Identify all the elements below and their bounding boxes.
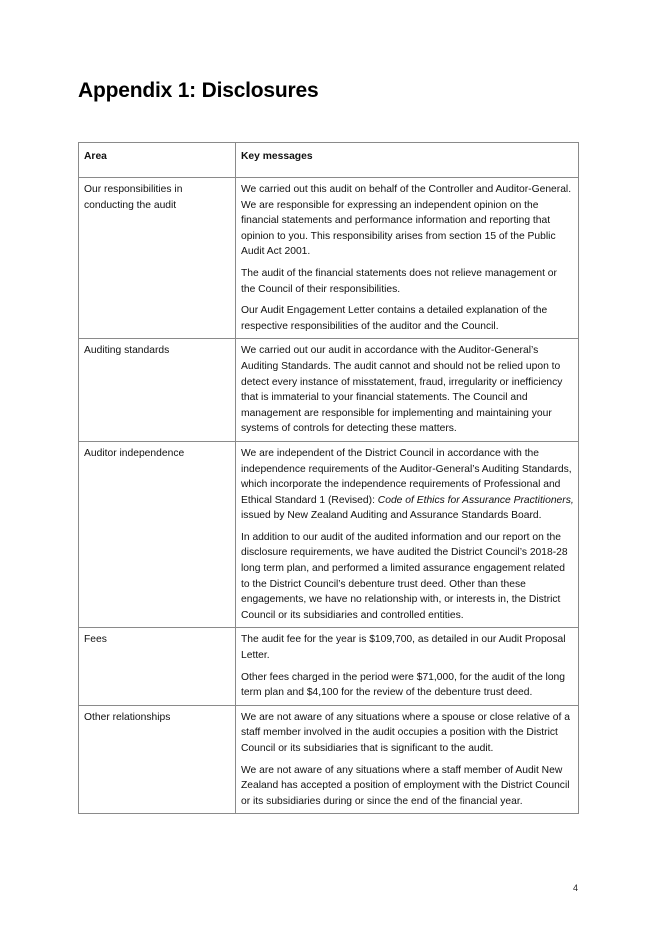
message-paragraph: Our Audit Engagement Letter contains a detailed explanation of the respective responsibilities of the auditor and the Council. <box>241 305 548 332</box>
row-area-fees: Fees <box>79 628 236 705</box>
table-row <box>79 441 579 628</box>
message-paragraph: We carried out our audit in accordance with the Auditor-General’s Auditing Standards. The audit cannot and should not be relied upon to detect every instance of misstatement, fraud, irregularity or inefficiency that is immaterial to your financial statements. The Council and management are responsible for implementing and maintaining your systems of controls for detecting these matters. <box>241 345 563 435</box>
table-row <box>79 339 579 442</box>
message-text: issued by New Zealand Auditing and Assurance Standards Board. <box>241 510 542 522</box>
row-messages-fees <box>236 628 579 705</box>
column-header-key-messages: Key messages <box>236 143 579 178</box>
table-header-row <box>79 143 579 178</box>
row-area-auditing-standards: Auditing standards <box>79 339 236 442</box>
code-of-ethics-title: Code of Ethics for Assurance Practitioners, <box>377 494 574 506</box>
row-area-other-relationships: Other relationships <box>79 705 236 814</box>
message-paragraph: We are not aware of any situations where a staff member of Audit New Zealand has accepted a position of employment with the District Council or its subsidiaries during or since the end of the financial year. <box>241 764 570 807</box>
message-paragraph: In addition to our audit of the audited information and our report on the disclosure requirements, we have audited the District Council’s 2018-28 long term plan, and performed a limited assurance engagement related to the District Council’s debenture trust deed. Other than these engagements, we have no relationship with, or interests in, the District Council or its subsidiaries and controlled entities. <box>241 531 568 621</box>
message-paragraph: We carried out this audit on behalf of the Controller and Auditor-General. We are responsible for expressing an independent opinion on the financial statements and performance information and reporting that opinion to you. This responsibility arises from section 15 of the Public Audit Act 2001. <box>241 184 572 258</box>
row-messages-auditor-independence <box>236 441 579 628</box>
message-paragraph: Other fees charged in the period were $71,000, for the audit of the long term plan and $4,100 for the review of the debenture trust deed. <box>241 671 565 699</box>
table-row <box>79 628 579 705</box>
message-paragraph <box>241 446 574 524</box>
row-messages-responsibilities <box>236 178 579 339</box>
message-text: We are independent of the District Council in accordance with the independence requirements of the Auditor-General’s Auditing Standards, which incorporate the independence requirements of Professional and Ethical Standard 1 (Revised): <box>241 447 572 506</box>
row-area-auditor-independence: Auditor independence <box>79 441 236 628</box>
message-paragraph: We are not aware of any situations where a spouse or close relative of a staff member involved in the audit occupies a position with the District Council or its subsidiaries that is significant to the audit. <box>241 711 570 754</box>
disclosures-table <box>78 142 579 814</box>
page-number: 4 <box>572 883 578 893</box>
message-paragraph: The audit fee for the year is $109,700, as detailed in our Audit Proposal Letter. <box>241 634 566 662</box>
row-area-responsibilities: Our responsibilities in conducting the audit <box>79 178 236 339</box>
column-header-area: Area <box>79 143 236 178</box>
table-row <box>79 705 579 814</box>
message-paragraph: The audit of the financial statements does not relieve management or the Council of their responsibilities. <box>241 267 557 295</box>
table-row <box>79 178 579 339</box>
row-messages-other-relationships <box>236 705 579 814</box>
row-messages-auditing-standards <box>236 339 579 442</box>
page-title: Appendix 1: Disclosures <box>78 79 319 102</box>
